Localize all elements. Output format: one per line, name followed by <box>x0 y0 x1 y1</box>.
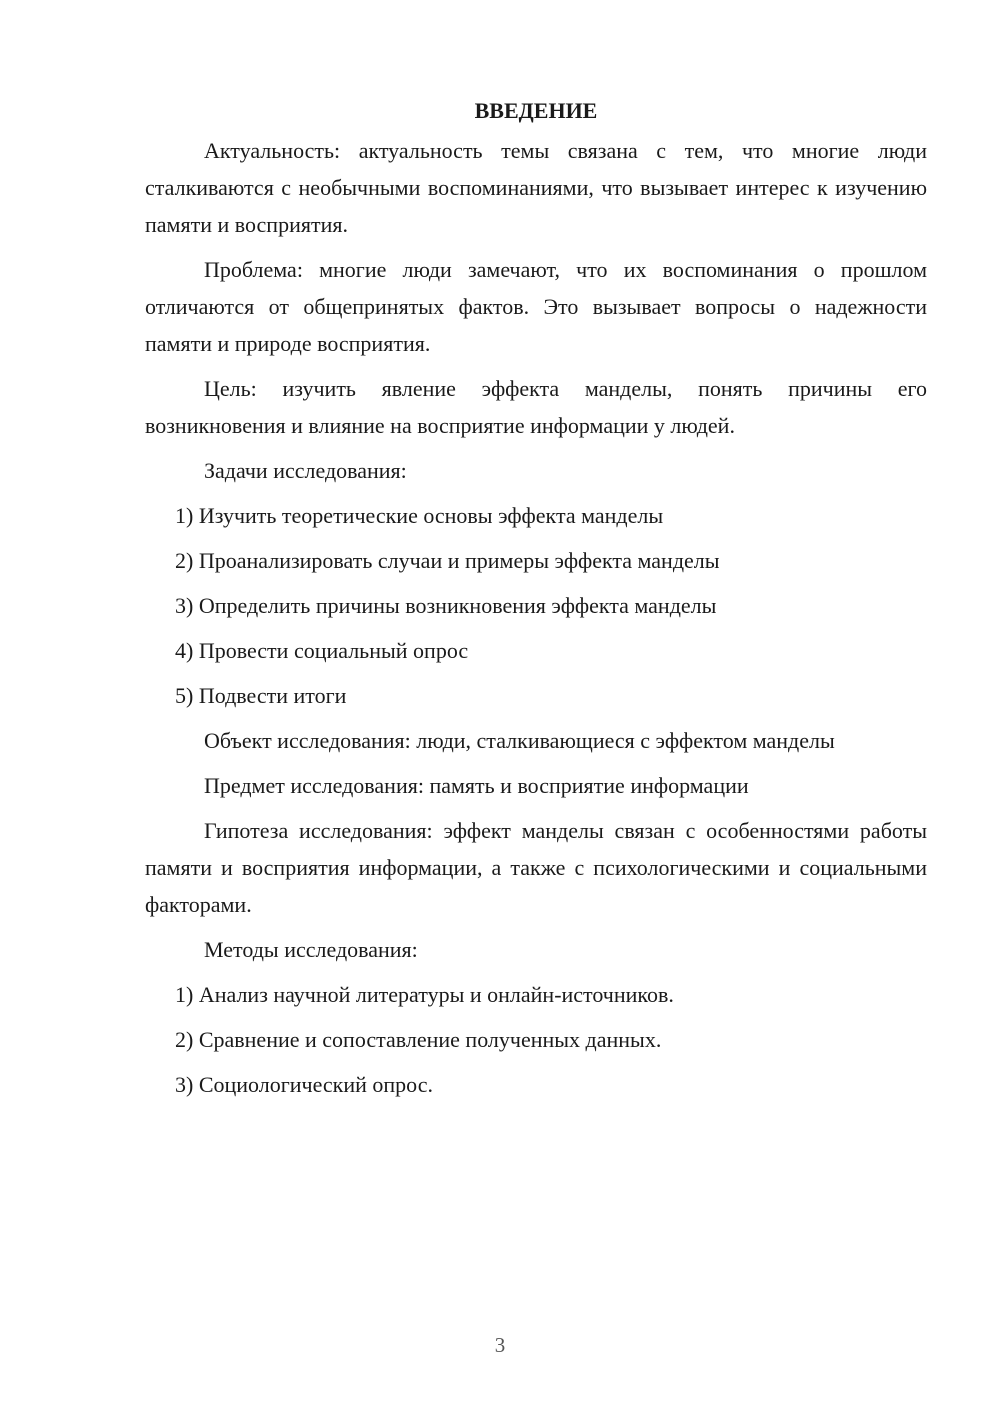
object-line: Объект исследования: люди, сталкивающиеся с эффектом манделы <box>204 728 835 753</box>
task-item: 2) Проанализировать случаи и примеры эффекта манделы <box>175 548 720 573</box>
tasks-heading: Задачи исследования: <box>204 458 407 483</box>
subject-line: Предмет исследования: память и восприятие информации <box>204 773 749 798</box>
hypothesis-paragraph: Гипотеза исследования: эффект манделы связан с особенностями работы памяти и восприятия информации, а также с психологическими и социальными факторами. <box>145 818 927 917</box>
task-item: 5) Подвести итоги <box>175 683 347 708</box>
page-number: 3 <box>494 1333 506 1357</box>
section-title: ВВЕДЕНИЕ <box>474 98 598 123</box>
goal-paragraph: Цель: изучить явление эффекта манделы, понять причины его возникновения и влияние на восприятие информации у людей. <box>145 376 927 438</box>
method-item: 1) Анализ научной литературы и онлайн-источников. <box>175 982 674 1007</box>
task-item: 1) Изучить теоретические основы эффекта манделы <box>175 503 664 528</box>
task-item: 3) Определить причины возникновения эффекта манделы <box>175 593 717 618</box>
relevance-paragraph: Актуальность: актуальность темы связана с тем, что многие люди сталкиваются с необычными воспоминаниями, что вызывает интерес к изучению памяти и восприятия. <box>145 138 927 237</box>
document-page <box>145 92 927 1111</box>
method-item: 3) Социологический опрос. <box>175 1072 433 1097</box>
methods-heading: Методы исследования: <box>204 937 418 962</box>
problem-paragraph: Проблема: многие люди замечают, что их воспоминания о прошлом отличаются от общепринятых фактов. Это вызывает вопросы о надежности памяти и природе восприятия. <box>145 257 927 356</box>
method-item: 2) Сравнение и сопоставление полученных данных. <box>175 1027 662 1052</box>
task-item: 4) Провести социальный опрос <box>175 638 469 663</box>
